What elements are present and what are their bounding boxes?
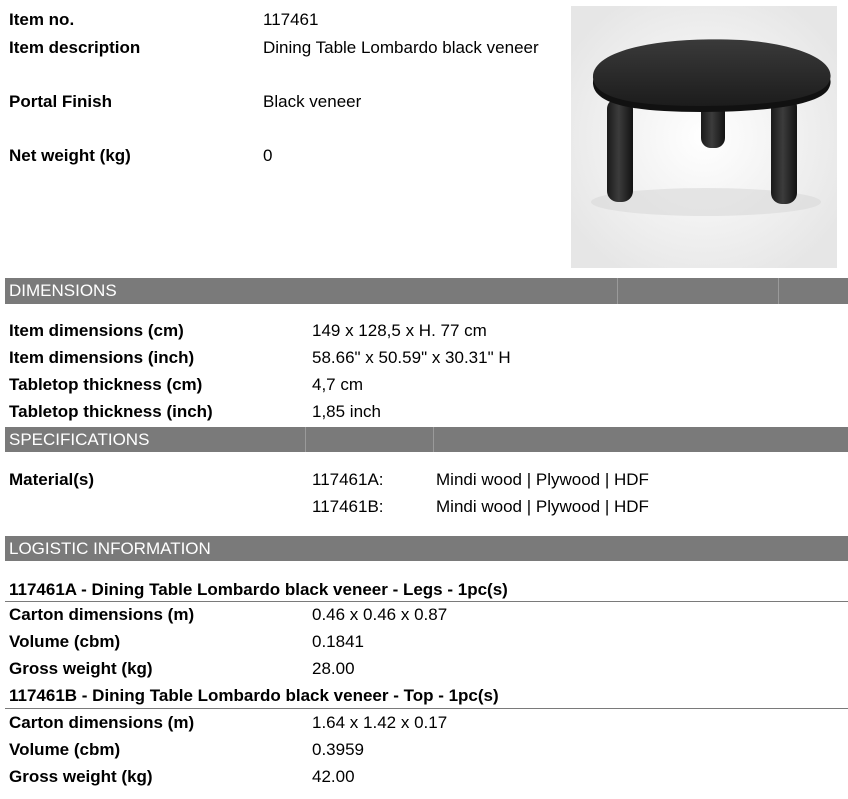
dimensions-row-value: 4,7 cm: [312, 375, 364, 394]
dimensions-row-value: 149 x 128,5 x H. 77 cm: [312, 321, 487, 340]
material-code: 117461B:: [312, 497, 384, 516]
logistic-row-label: Gross weight (kg): [9, 659, 153, 678]
package-heading: 117461B - Dining Table Lombardo black veneer - Top - 1pc(s): [9, 686, 499, 705]
logistic-row-label: Volume (cbm): [9, 632, 121, 651]
logistic-row-label: Carton dimensions (m): [9, 605, 195, 624]
divider: [305, 427, 306, 452]
logistic-title: LOGISTIC INFORMATION: [9, 539, 211, 558]
material-value: Mindi wood | Plywood | HDF: [436, 497, 649, 516]
materials-label: Material(s): [9, 470, 95, 489]
dining-table-image: [571, 6, 837, 268]
dimensions-row-label: Item dimensions (cm): [9, 321, 184, 340]
logistic-row-value: 28.00: [312, 659, 355, 678]
logistic-row-value: 0.46 x 0.46 x 0.87: [312, 605, 448, 624]
package-divider: [5, 601, 848, 602]
dimensions-row-value: 1,85 inch: [312, 402, 381, 421]
portal-finish-label: Portal Finish: [9, 92, 112, 111]
logistic-row-value: 0.1841: [312, 632, 364, 651]
dimensions-title: DIMENSIONS: [9, 281, 117, 300]
net-weight-value: 0: [263, 146, 273, 165]
material-code: 117461A:: [312, 470, 384, 489]
logistic-row-label: Carton dimensions (m): [9, 713, 195, 732]
product-photo: [571, 6, 837, 268]
specifications-title: SPECIFICATIONS: [9, 430, 150, 449]
dimensions-row-label: Tabletop thickness (cm): [9, 375, 203, 394]
dimensions-section-header: [5, 278, 848, 304]
logistic-row-label: Volume (cbm): [9, 740, 121, 759]
divider: [778, 278, 779, 304]
logistic-row-value: 42.00: [312, 767, 355, 786]
logistic-row-value: 0.3959: [312, 740, 364, 759]
logistic-row-value: 1.64 x 1.42 x 0.17: [312, 713, 448, 732]
portal-finish-value: Black veneer: [263, 92, 362, 111]
material-value: Mindi wood | Plywood | HDF: [436, 470, 649, 489]
specifications-section-header: [5, 427, 848, 452]
dimensions-row-label: Item dimensions (inch): [9, 348, 195, 367]
item-no-label: Item no.: [9, 10, 75, 29]
divider: [617, 278, 618, 304]
net-weight-label: Net weight (kg): [9, 146, 131, 165]
item-description-value: Dining Table Lombardo black veneer: [263, 38, 539, 57]
dimensions-row-value: 58.66" x 50.59" x 30.31" H: [312, 348, 511, 367]
logistic-row-label: Gross weight (kg): [9, 767, 153, 786]
package-divider: [5, 708, 848, 709]
dimensions-row-label: Tabletop thickness (inch): [9, 402, 213, 421]
item-description-label: Item description: [9, 38, 141, 57]
divider: [433, 427, 434, 452]
logistic-section-header: [5, 536, 848, 561]
package-heading: 117461A - Dining Table Lombardo black veneer - Legs - 1pc(s): [9, 580, 508, 599]
item-no-value: 117461: [263, 10, 319, 29]
